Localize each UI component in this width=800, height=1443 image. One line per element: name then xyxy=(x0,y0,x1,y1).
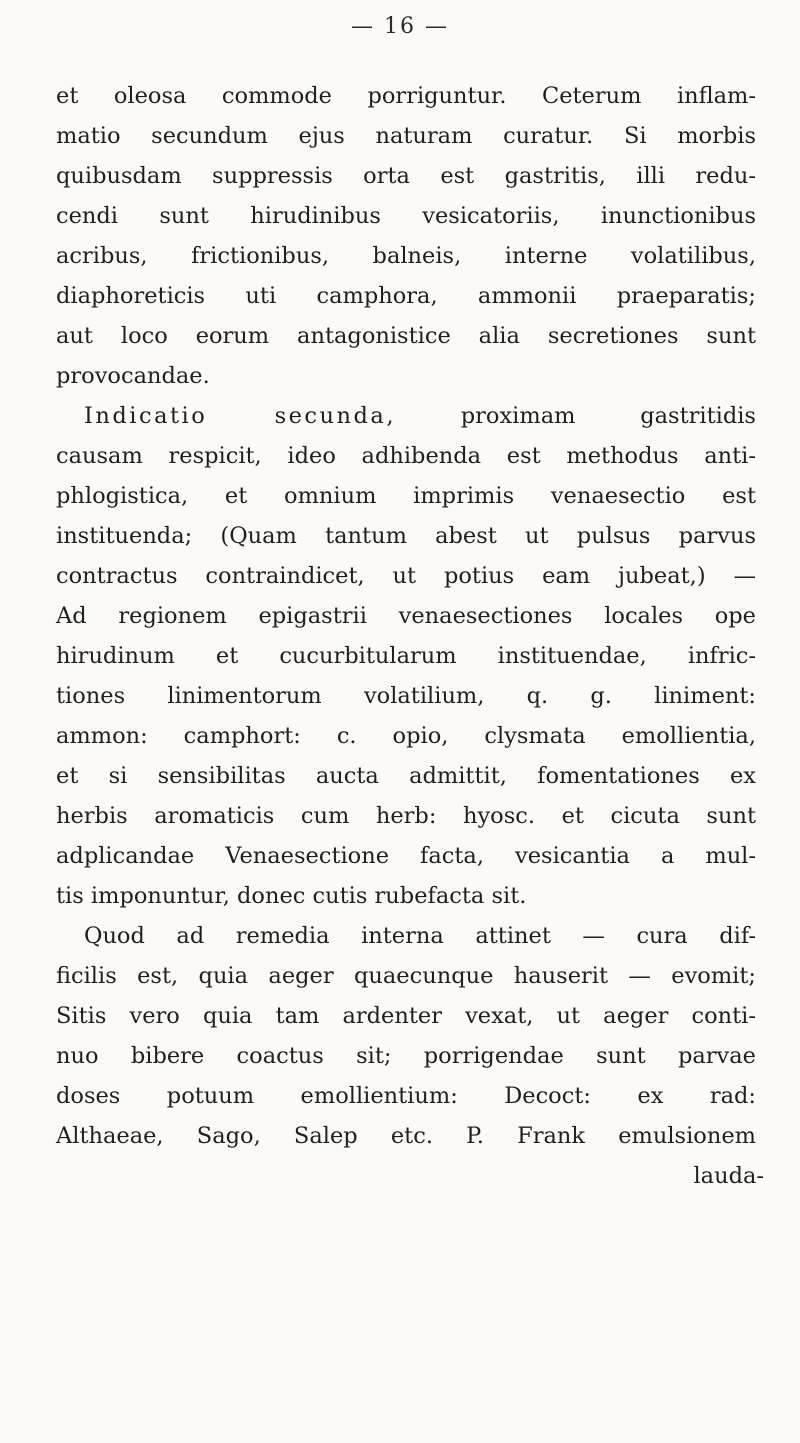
text-line-23: ficilis est, quia aeger quaecunque hauserit — evomit; xyxy=(56,963,756,989)
catchword: lauda- xyxy=(693,1163,764,1189)
text-line-10: causam respicit, ideo adhibenda est methodus anti- xyxy=(56,443,756,469)
text-line-13: contractus contraindicet, ut potius eam jubeat,) — xyxy=(56,563,756,589)
text-line-15: hirudinum et cucurbitularum instituendae, infric- xyxy=(56,643,756,669)
text-line-7: aut loco eorum antagonistice alia secretiones sunt xyxy=(56,323,756,349)
text-line-5: acribus, frictionibus, balneis, interne volatilibus, xyxy=(56,243,756,269)
text-line-25: nuo bibere coactus sit; porrigendae sunt parvae xyxy=(56,1043,756,1069)
text-line-3: quibusdam suppressis orta est gastritis, illi redu- xyxy=(56,163,756,189)
text-line-27: Althaeae, Sago, Salep etc. P. Frank emulsionem xyxy=(56,1123,756,1149)
text-line-17: ammon: camphort: c. opio, clysmata emollientia, xyxy=(56,723,756,749)
heading-continuation: proximam gastritidis xyxy=(395,403,756,429)
spaced-heading: Indicatio secunda, xyxy=(84,403,396,429)
text-line-11: phlogistica, et omnium imprimis venaesectio est xyxy=(56,483,756,509)
text-line-19: herbis aromaticis cum herb: hyosc. et cicuta sunt xyxy=(56,803,756,829)
text-line-21: tis imponuntur, donec cutis rubefacta sit. xyxy=(56,883,527,909)
text-line-2: matio secundum ejus naturam curatur. Si morbis xyxy=(56,123,756,149)
text-line-16: tiones linimentorum volatilium, q. g. liniment: xyxy=(56,683,756,709)
text-line-6: diaphoreticis uti camphora, ammonii praeparatis; xyxy=(56,283,756,309)
text-line-22: Quod ad remedia interna attinet — cura dif- xyxy=(84,923,756,949)
text-line-9 xyxy=(84,396,756,436)
text-line-18: et si sensibilitas aucta admittit, fomentationes ex xyxy=(56,763,756,789)
text-line-20: adplicandae Venaesectione facta, vesicantia a mul- xyxy=(56,843,756,869)
page-number: — 16 — xyxy=(351,14,449,39)
text-line-12: instituenda; (Quam tantum abest ut pulsus parvus xyxy=(56,523,756,549)
text-line-4: cendi sunt hirudinibus vesicatoriis, inunctionibus xyxy=(56,203,756,229)
text-line-8: provocandae. xyxy=(56,363,210,389)
text-line-1: et oleosa commode porriguntur. Ceterum inflam- xyxy=(56,83,756,109)
text-line-26: doses potuum emollientium: Decoct: ex rad: xyxy=(56,1083,756,1109)
text-line-24: Sitis vero quia tam ardenter vexat, ut aeger conti- xyxy=(56,1003,756,1029)
text-line-14: Ad regionem epigastrii venaesectiones locales ope xyxy=(56,603,756,629)
